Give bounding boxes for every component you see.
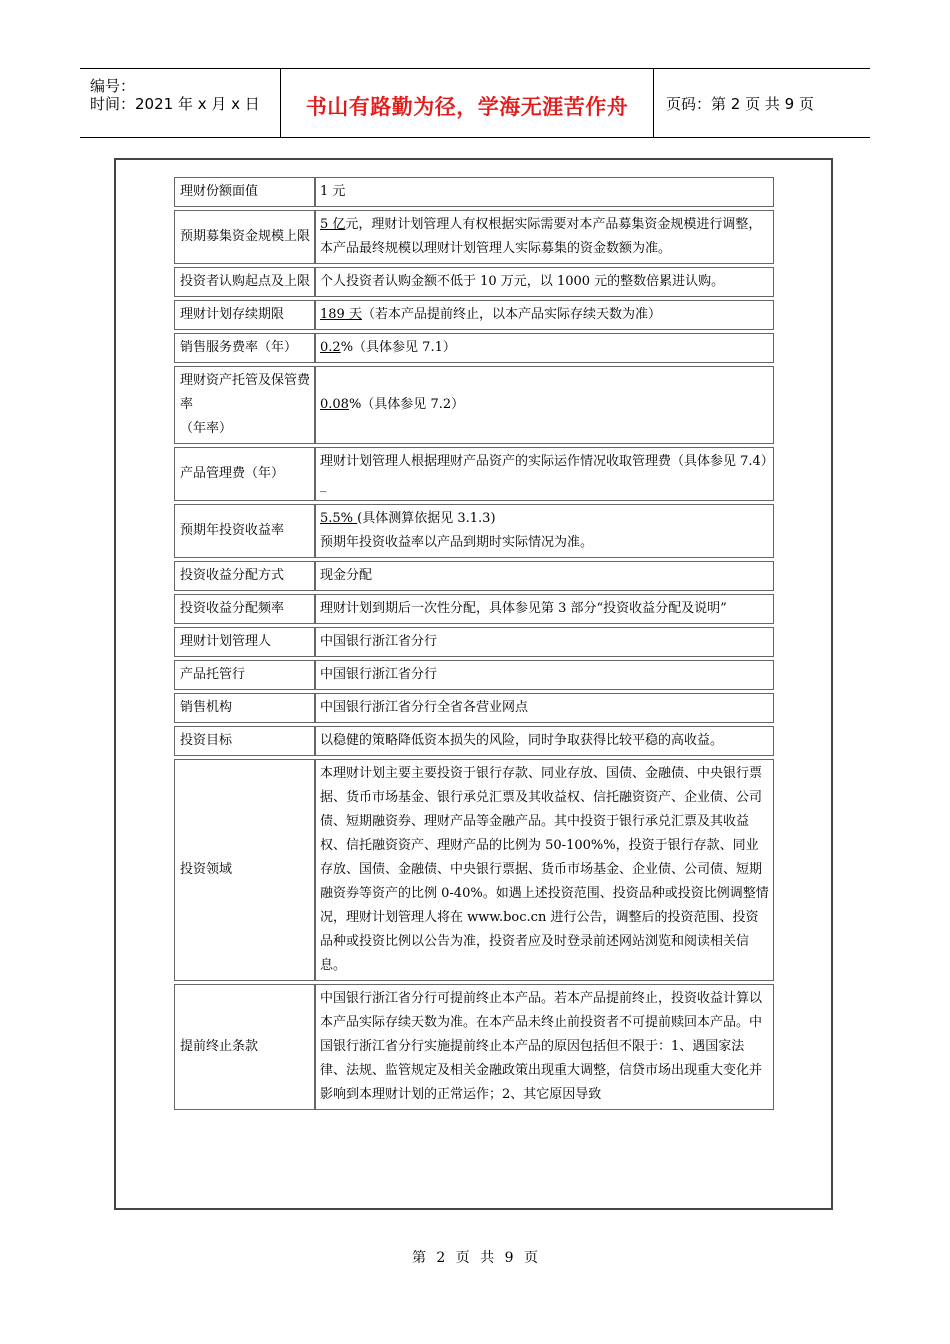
page-footer [0,1247,950,1267]
row-value [315,693,774,723]
row-value [315,759,774,981]
value-text: 中国银行浙江省分行 [320,634,438,649]
row-label-line: 理财计划存续期限 [180,307,285,322]
row-label-line: 投资收益分配频率 [180,601,285,616]
row-value [315,504,774,558]
header-motto: 书山有路勤为径，学海无涯苦作舟 [305,95,629,119]
row-label [174,726,315,756]
row-value [315,660,774,690]
footer-ye-2: 页 [524,1250,539,1266]
table-row [174,447,774,501]
row-label-line: 投资收益分配方式 [180,568,285,583]
value-text: 以稳健的策略降低资本损失的风险，同时争取获得比较平稳的高收益。 [320,733,724,748]
table-row [174,660,774,690]
table-row [174,210,774,264]
row-value [315,177,774,207]
row-label [174,300,315,330]
row-label [174,333,315,363]
table-row [174,693,774,723]
document-time-label: 时间：2021 年 x 月 x 日 [90,95,260,113]
row-label-line: 预期年投资收益率 [180,523,285,538]
row-label [174,267,315,297]
row-label [174,561,315,591]
value-text: 预期年投资收益率以产品到期时实际情况为准。 [320,535,594,550]
row-label-line: 产品管理费（年） [180,466,285,481]
value-text: 个人投资者认购金额不低于 10 万元，以 1000 元的整数倍累进认购。 [320,274,725,289]
value-text: 理财计划管理人根据理财产品资产的实际运作情况收取管理费（具体参见 7.4）_ [320,454,768,493]
table-row [174,504,774,558]
row-label [174,627,315,657]
footer-gong: 共 [480,1250,495,1266]
row-label-line: 销售机构 [180,700,233,715]
row-label-line: 预期募集资金规模上限 [180,229,311,244]
footer-ye: 页 [455,1250,470,1266]
header-page-info: 页码：第 2 页 共 9 页 [666,95,814,113]
row-label-line: 理财资产托管及保管费率 [180,373,311,412]
row-value [315,300,774,330]
value-text: 理财计划到期后一次性分配，具体参见第 3 部分“投资收益分配及说明” [320,601,727,616]
row-value [315,366,774,444]
row-label [174,447,315,501]
table-row [174,561,774,591]
row-value [315,627,774,657]
value-text: %（具体参见 7.1） [340,340,456,355]
row-label [174,210,315,264]
row-label [174,594,315,624]
table-row [174,267,774,297]
product-spec-table [174,174,774,1113]
row-label-line: （年率） [180,421,233,436]
underlined-value: 5 亿 [320,217,346,232]
value-text: 本理财计划主要主要投资于银行存款、同业存放、国债、金融债、中央银行票据、货币市场基金、银行承兑汇票及其收益权、信托融资资产、企业债、公司债、短期融资券、理财产品等金融产品。其中投资于银行承兑汇票及其收益权、信托融资资产、理财产品的比例为 50-100%%，投资于银行存款、同业存放、国债、金融债、中央银行票据、货币市场基金、企业债、公司债、短期融资券等资产的比例 0-40%。如遇上述投资范围、投资品种或投资比例调整情况，理财计划管理人将在 www.boc.cn 进行公告，调整后的投资范围、投资品种或投资比例以公告为准，投资者应及时登录前述网站浏览和阅读相关信息。 [320,766,769,973]
row-value [315,561,774,591]
row-label [174,759,315,981]
table-row [174,366,774,444]
row-value [315,726,774,756]
value-text: 中国银行浙江省分行全省各营业网点 [320,700,529,715]
table-row [174,759,774,981]
value-text: %（具体参见 7.2） [348,397,465,412]
footer-di: 第 [411,1250,426,1266]
table-row [174,726,774,756]
row-label-line: 投资目标 [180,733,233,748]
row-value [315,210,774,264]
row-value [315,267,774,297]
row-label [174,693,315,723]
footer-page-number: 2 [436,1250,446,1266]
header-page-cell [654,69,870,137]
underlined-value: 189 天 [320,307,362,322]
page-header [80,68,870,138]
value-text: 现金分配 [320,568,373,583]
row-label [174,177,315,207]
row-label [174,366,315,444]
header-motto-cell [281,69,654,137]
row-label [174,660,315,690]
row-label [174,504,315,558]
row-label-line: 销售服务费率（年） [180,340,298,355]
value-text: (具体测算依据见 3.1.3) [357,511,496,526]
table-row [174,300,774,330]
document-number-label: 编号： [90,77,136,95]
table-row [174,177,774,207]
underlined-value: 5.5% [320,511,358,526]
row-label [174,984,315,1110]
table-row [174,594,774,624]
underlined-value: 0.08 [320,397,349,412]
row-label-line: 投资领域 [180,862,233,877]
row-value [315,984,774,1110]
table-row [174,627,774,657]
table-row [174,333,774,363]
value-text: 元，理财计划管理人有权根据实际需要对本产品募集资金规模进行调整，本产品最终规模以理财计划管理人实际募集的资金数额为准。 [320,217,762,256]
footer-total-pages: 9 [504,1250,514,1266]
value-text: （若本产品提前终止，以本产品实际存续天数为准） [361,307,661,322]
row-label-line: 提前终止条款 [180,1039,259,1054]
row-value [315,447,774,501]
row-value [315,333,774,363]
row-value [315,594,774,624]
value-text: 中国银行浙江省分行可提前终止本产品。若本产品提前终止，投资收益计算以本产品实际存续天数为准。在本产品未终止前投资者不可提前赎回本产品。中国银行浙江省分行实施提前终止本产品的原因包括但不限于：1、遇国家法律、法规、监管规定及相关金融政策出现重大调整，信贷市场出现重大变化并影响到本理财计划的正常运作；2、其它原因导致 [320,991,763,1102]
row-label-line: 理财份额面值 [180,184,259,199]
row-label-line: 产品托管行 [180,667,246,682]
value-text: 1 元 [320,184,346,199]
table-row [174,984,774,1110]
row-label-line: 投资者认购起点及上限 [180,274,311,289]
header-meta-cell [80,69,281,137]
underlined-value: 0.2 [320,340,341,355]
row-label-line: 理财计划管理人 [180,634,272,649]
value-text: 中国银行浙江省分行 [320,667,438,682]
